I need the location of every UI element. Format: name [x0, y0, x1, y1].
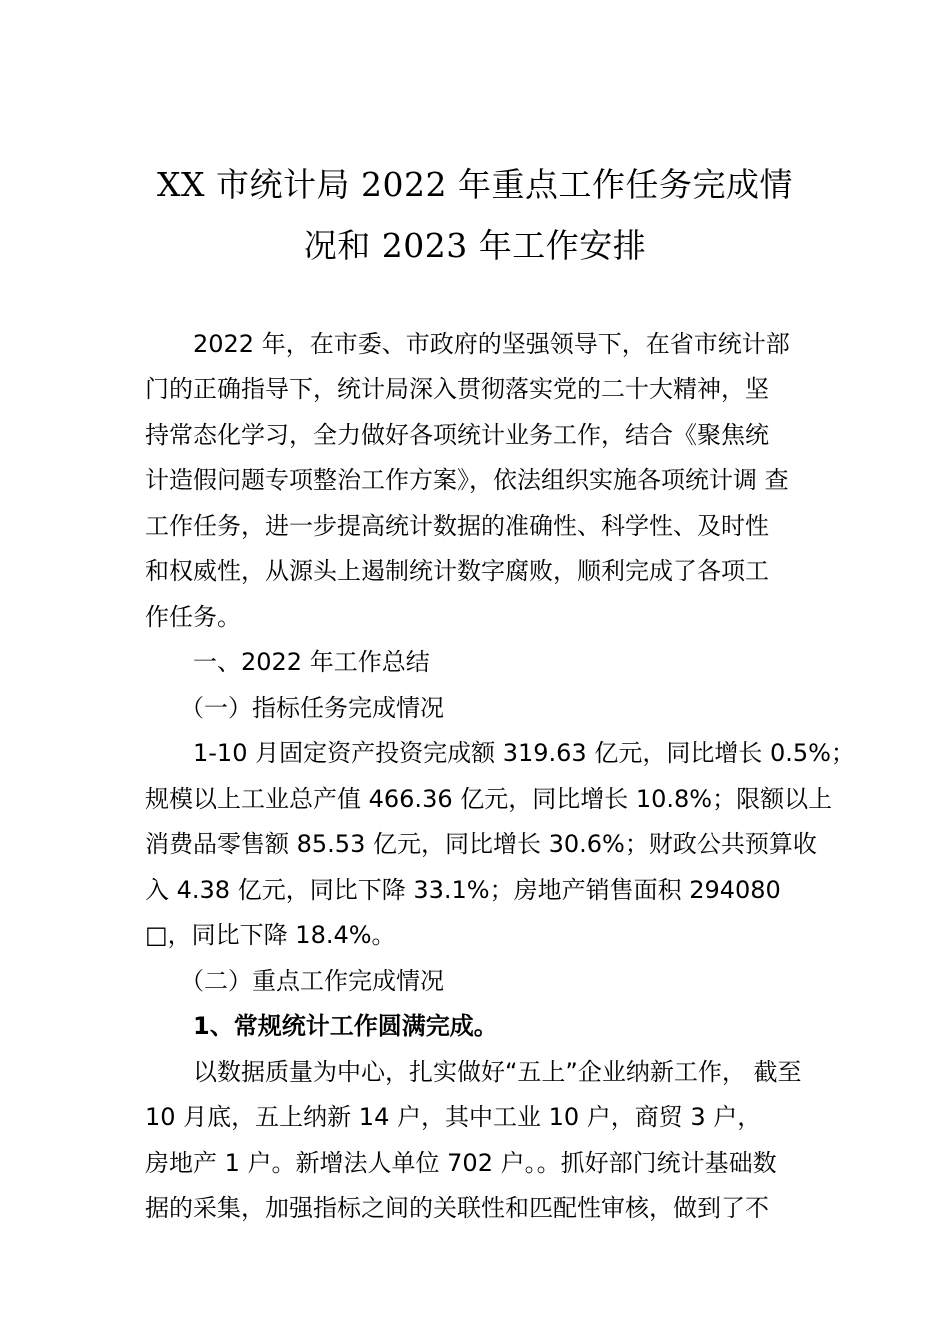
- paragraph-indicators-line-3: 消费品零售额 85.53 亿元，同比增长 30.6%；财政公共预算收: [145, 830, 817, 858]
- subsection-heading-1: （一）指标任务完成情况: [180, 694, 444, 722]
- paragraph-intro-line-5: 工作任务，进一步提高统计数据的准确性、科学性、及时性: [145, 512, 769, 540]
- paragraph-intro-line-2: 门的正确指导下，统计局深入贯彻落实党的二十大精神，坚: [145, 375, 769, 403]
- paragraph-intro-line-6: 和权威性，从源头上遏制统计数字腐败，顺利完成了各项工: [145, 557, 769, 585]
- document-title-line-2: 况和 2023 年工作安排: [303, 226, 647, 265]
- numbered-heading-1: 1、常规统计工作圆满完成。: [193, 1012, 498, 1040]
- paragraph-intro-line-1: 2022 年，在市委、市政府的坚强领导下，在省市统计部: [193, 330, 790, 358]
- paragraph-indicators-line-4: 入 4.38 亿元，同比下降 33.1%；房地产销售面积 294080: [145, 876, 781, 904]
- paragraph-routine-line-4: 据的采集，加强指标之间的关联性和匹配性审核，做到了不: [145, 1194, 769, 1222]
- paragraph-intro-line-3: 持常态化学习，全力做好各项统计业务工作，结合《聚焦统: [145, 421, 769, 449]
- paragraph-routine-line-1: 以数据质量为中心，扎实做好“五上”企业纳新工作， 截至: [193, 1058, 802, 1086]
- subsection-heading-2: （二）重点工作完成情况: [180, 967, 444, 995]
- paragraph-routine-line-2: 10 月底，五上纳新 14 户，其中工业 10 户，商贸 3 户，: [145, 1103, 762, 1131]
- paragraph-indicators-line-1: 1-10 月固定资产投资完成额 319.63 亿元，同比增长 0.5%；: [193, 739, 855, 767]
- paragraph-intro-line-4: 计造假问题专项整治工作方案》，依法组织实施各项统计调 查: [145, 466, 789, 494]
- paragraph-indicators-line-2: 规模以上工业总产值 466.36 亿元，同比增长 10.8%；限额以上: [145, 785, 833, 813]
- section-heading-1: 一、2022 年工作总结: [193, 648, 430, 676]
- document-title-line-1: XX 市统计局 2022 年重点工作任务完成情: [157, 165, 793, 204]
- paragraph-indicators-line-5: □，同比下降 18.4%。: [145, 921, 396, 949]
- paragraph-routine-line-3: 房地产 1 户。新增法人单位 702 户。。抓好部门统计基础数: [145, 1149, 777, 1177]
- paragraph-intro-line-7: 作任务。: [145, 603, 241, 631]
